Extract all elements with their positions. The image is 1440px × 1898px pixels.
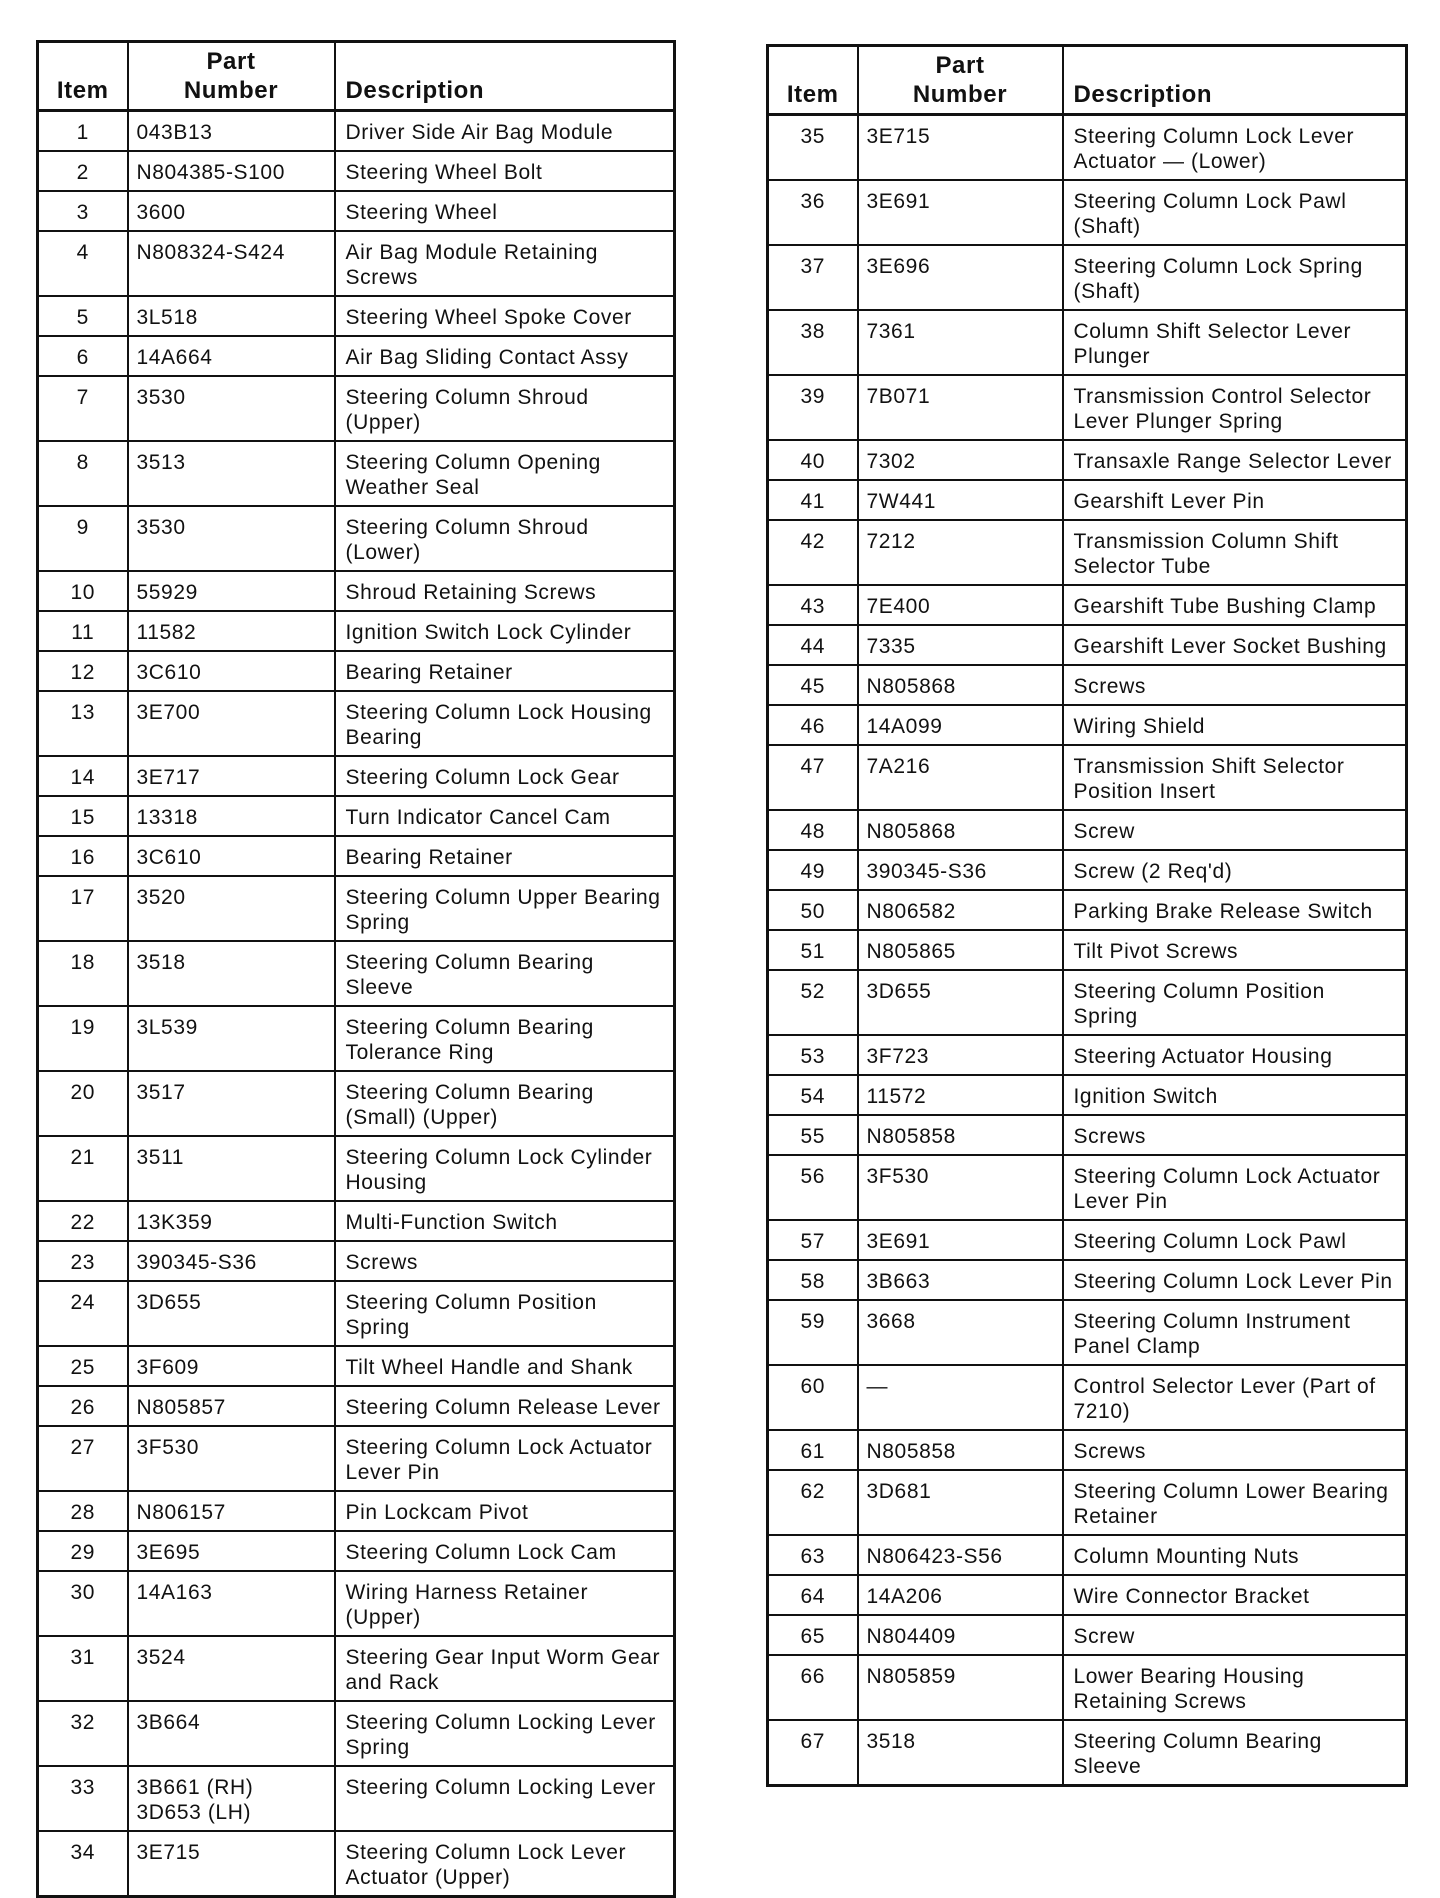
cell-part-number: 7361	[858, 310, 1063, 375]
cell-item: 67	[768, 1720, 858, 1786]
cell-description: Parking Brake Release Switch	[1063, 890, 1407, 930]
cell-description: Tilt Wheel Handle and Shank	[335, 1346, 675, 1386]
header-item: Item	[38, 42, 128, 111]
table-row	[38, 1636, 675, 1701]
table-row	[38, 836, 675, 876]
cell-description: Screws	[1063, 1115, 1407, 1155]
table-row	[768, 970, 1407, 1035]
table-row	[768, 245, 1407, 310]
table-row	[38, 111, 675, 152]
cell-part-number: N805868	[858, 810, 1063, 850]
header-part-line2: Number	[183, 77, 279, 104]
cell-item: 56	[768, 1155, 858, 1220]
cell-item: 10	[38, 571, 128, 611]
cell-description: Steering Column Opening Weather Seal	[335, 441, 675, 506]
table-row	[38, 296, 675, 336]
cell-description: Column Shift Selector Lever Plunger	[1063, 310, 1407, 375]
table-row	[38, 1491, 675, 1531]
cell-item: 59	[768, 1300, 858, 1365]
cell-item: 51	[768, 930, 858, 970]
table-row	[38, 1136, 675, 1201]
cell-part-number: 3600	[128, 191, 335, 231]
cell-item: 23	[38, 1241, 128, 1281]
cell-description: Air Bag Module Retaining Screws	[335, 231, 675, 296]
cell-item: 7	[38, 376, 128, 441]
table-row	[38, 876, 675, 941]
table-row	[768, 625, 1407, 665]
cell-part-number: 3E700	[128, 691, 335, 756]
cell-item: 17	[38, 876, 128, 941]
table-row	[38, 1831, 675, 1897]
cell-part-number: 7E400	[858, 585, 1063, 625]
cell-item: 9	[38, 506, 128, 571]
cell-item: 33	[38, 1766, 128, 1831]
cell-part-number: 3B664	[128, 1701, 335, 1766]
cell-item: 15	[38, 796, 128, 836]
table-row	[768, 1260, 1407, 1300]
cell-item: 47	[768, 745, 858, 810]
cell-part-number: 390345-S36	[858, 850, 1063, 890]
cell-description: Bearing Retainer	[335, 836, 675, 876]
table-header-row	[768, 46, 1407, 115]
cell-description: Tilt Pivot Screws	[1063, 930, 1407, 970]
cell-item: 3	[38, 191, 128, 231]
cell-description: Steering Wheel	[335, 191, 675, 231]
cell-description: Wire Connector Bracket	[1063, 1575, 1407, 1615]
cell-description: Steering Column Locking Lever	[335, 1766, 675, 1831]
cell-part-number: 3L518	[128, 296, 335, 336]
table-row	[38, 1426, 675, 1491]
cell-description: Multi-Function Switch	[335, 1201, 675, 1241]
cell-part-number: 390345-S36	[128, 1241, 335, 1281]
cell-item: 55	[768, 1115, 858, 1155]
table-row	[768, 180, 1407, 245]
cell-description: Gearshift Lever Pin	[1063, 480, 1407, 520]
cell-part-number: 7302	[858, 440, 1063, 480]
table-row	[38, 1281, 675, 1346]
cell-part-number: 043B13	[128, 111, 335, 152]
header-part-number	[128, 42, 335, 111]
table-row	[38, 1071, 675, 1136]
cell-item: 61	[768, 1430, 858, 1470]
cell-item: 34	[38, 1831, 128, 1897]
cell-part-number: N804385-S100	[128, 151, 335, 191]
table-row	[768, 810, 1407, 850]
cell-description: Steering Wheel Bolt	[335, 151, 675, 191]
cell-part-number: 7W441	[858, 480, 1063, 520]
table-row	[768, 115, 1407, 181]
cell-part-number: N806582	[858, 890, 1063, 930]
table-row	[768, 850, 1407, 890]
cell-item: 42	[768, 520, 858, 585]
cell-description: Steering Column Lock Lever Pin	[1063, 1260, 1407, 1300]
cell-part-number: 13K359	[128, 1201, 335, 1241]
cell-description: Steering Column Lock Spring (Shaft)	[1063, 245, 1407, 310]
cell-item: 63	[768, 1535, 858, 1575]
cell-part-number: 7A216	[858, 745, 1063, 810]
cell-item: 16	[38, 836, 128, 876]
cell-item: 21	[38, 1136, 128, 1201]
table-row	[38, 796, 675, 836]
table-header-row	[38, 42, 675, 111]
cell-description: Screws	[1063, 665, 1407, 705]
cell-item: 57	[768, 1220, 858, 1260]
cell-description: Lower Bearing Housing Retaining Screws	[1063, 1655, 1407, 1720]
cell-item: 2	[38, 151, 128, 191]
table-row	[38, 376, 675, 441]
cell-description: Steering Column Bearing (Small) (Upper)	[335, 1071, 675, 1136]
cell-item: 35	[768, 115, 858, 181]
table-row	[768, 1365, 1407, 1430]
cell-description: Steering Column Lock Actuator Lever Pin	[335, 1426, 675, 1491]
cell-description: Steering Column Lock Cylinder Housing	[335, 1136, 675, 1201]
cell-description: Wiring Shield	[1063, 705, 1407, 745]
cell-part-number: N808324-S424	[128, 231, 335, 296]
cell-item: 8	[38, 441, 128, 506]
cell-item: 13	[38, 691, 128, 756]
cell-part-number: 3L539	[128, 1006, 335, 1071]
cell-item: 62	[768, 1470, 858, 1535]
table-row	[38, 231, 675, 296]
header-part-line1: Part	[935, 52, 985, 79]
cell-description: Transmission Control Selector Lever Plunger Spring	[1063, 375, 1407, 440]
table-row	[38, 571, 675, 611]
table-row	[768, 1655, 1407, 1720]
cell-description: Steering Gear Input Worm Gear and Rack	[335, 1636, 675, 1701]
cell-item: 20	[38, 1071, 128, 1136]
table-row	[38, 191, 675, 231]
cell-item: 27	[38, 1426, 128, 1491]
cell-description: Steering Actuator Housing	[1063, 1035, 1407, 1075]
table-row	[38, 611, 675, 651]
cell-part-number: 3D655	[858, 970, 1063, 1035]
cell-item: 26	[38, 1386, 128, 1426]
cell-item: 39	[768, 375, 858, 440]
cell-part-number: 3E696	[858, 245, 1063, 310]
cell-part-number: 3E715	[858, 115, 1063, 181]
cell-item: 18	[38, 941, 128, 1006]
cell-description: Steering Column Lock Pawl	[1063, 1220, 1407, 1260]
cell-part-number: N805858	[858, 1430, 1063, 1470]
table-row	[768, 480, 1407, 520]
cell-part-number: 3F530	[128, 1426, 335, 1491]
cell-part-number: 3518	[858, 1720, 1063, 1786]
cell-part-number: N806423-S56	[858, 1535, 1063, 1575]
cell-item: 25	[38, 1346, 128, 1386]
cell-part-number: 3C610	[128, 651, 335, 691]
table-row	[768, 1430, 1407, 1470]
cell-item: 12	[38, 651, 128, 691]
cell-description: Steering Column Lock Pawl (Shaft)	[1063, 180, 1407, 245]
parts-table-left-body	[38, 111, 675, 1897]
cell-item: 43	[768, 585, 858, 625]
cell-part-number: 3513	[128, 441, 335, 506]
cell-part-number: 3F723	[858, 1035, 1063, 1075]
cell-description: Screws	[335, 1241, 675, 1281]
cell-item: 58	[768, 1260, 858, 1300]
cell-part-number: 3F609	[128, 1346, 335, 1386]
cell-description: Steering Column Bearing Sleeve	[1063, 1720, 1407, 1786]
table-row	[38, 336, 675, 376]
cell-description: Steering Column Bearing Tolerance Ring	[335, 1006, 675, 1071]
cell-part-number: 3B661 (RH) 3D653 (LH)	[128, 1766, 335, 1831]
cell-description: Gearshift Lever Socket Bushing	[1063, 625, 1407, 665]
cell-part-number: 3520	[128, 876, 335, 941]
cell-item: 22	[38, 1201, 128, 1241]
table-row	[38, 506, 675, 571]
header-item: Item	[768, 46, 858, 115]
table-row	[768, 585, 1407, 625]
cell-description: Steering Column Lock Actuator Lever Pin	[1063, 1155, 1407, 1220]
cell-description: Steering Column Position Spring	[335, 1281, 675, 1346]
cell-item: 46	[768, 705, 858, 745]
table-row	[768, 705, 1407, 745]
header-description: Description	[1063, 46, 1407, 115]
cell-part-number: 14A163	[128, 1571, 335, 1636]
table-row	[768, 1220, 1407, 1260]
parts-table-right-body	[768, 115, 1407, 1786]
table-row	[768, 375, 1407, 440]
cell-item: 44	[768, 625, 858, 665]
cell-part-number: 3530	[128, 376, 335, 441]
cell-description: Steering Wheel Spoke Cover	[335, 296, 675, 336]
cell-description: Steering Column Lower Bearing Retainer	[1063, 1470, 1407, 1535]
table-row	[38, 1201, 675, 1241]
cell-item: 4	[38, 231, 128, 296]
cell-item: 66	[768, 1655, 858, 1720]
table-row	[768, 1155, 1407, 1220]
cell-item: 37	[768, 245, 858, 310]
cell-part-number: 11572	[858, 1075, 1063, 1115]
cell-part-number: 7335	[858, 625, 1063, 665]
table-row	[768, 1720, 1407, 1786]
cell-description: Column Mounting Nuts	[1063, 1535, 1407, 1575]
cell-item: 48	[768, 810, 858, 850]
cell-part-number: —	[858, 1365, 1063, 1430]
cell-part-number: 3668	[858, 1300, 1063, 1365]
cell-part-number: 11582	[128, 611, 335, 651]
table-row	[768, 665, 1407, 705]
cell-part-number: N806157	[128, 1491, 335, 1531]
cell-description: Control Selector Lever (Part of 7210)	[1063, 1365, 1407, 1430]
cell-description: Steering Column Release Lever	[335, 1386, 675, 1426]
cell-part-number: N805865	[858, 930, 1063, 970]
cell-description: Steering Column Lock Cam	[335, 1531, 675, 1571]
table-row	[38, 756, 675, 796]
header-part-line2: Number	[912, 81, 1008, 108]
cell-item: 40	[768, 440, 858, 480]
cell-part-number: 3E715	[128, 1831, 335, 1897]
table-row	[38, 1766, 675, 1831]
table-row	[768, 745, 1407, 810]
table-row	[768, 440, 1407, 480]
cell-description: Screw	[1063, 1615, 1407, 1655]
cell-description: Steering Column Locking Lever Spring	[335, 1701, 675, 1766]
table-row	[38, 1531, 675, 1571]
table-row	[38, 651, 675, 691]
cell-description: Steering Column Instrument Panel Clamp	[1063, 1300, 1407, 1365]
table-row	[768, 1470, 1407, 1535]
cell-part-number: 13318	[128, 796, 335, 836]
table-row	[768, 1615, 1407, 1655]
table-row	[768, 1575, 1407, 1615]
table-row	[38, 941, 675, 1006]
table-row	[38, 691, 675, 756]
cell-part-number: 3E717	[128, 756, 335, 796]
cell-item: 54	[768, 1075, 858, 1115]
cell-description: Air Bag Sliding Contact Assy	[335, 336, 675, 376]
cell-part-number: N805859	[858, 1655, 1063, 1720]
header-description: Description	[335, 42, 675, 111]
cell-item: 38	[768, 310, 858, 375]
cell-part-number: 3524	[128, 1636, 335, 1701]
cell-description: Steering Column Bearing Sleeve	[335, 941, 675, 1006]
cell-part-number: N805857	[128, 1386, 335, 1426]
cell-description: Pin Lockcam Pivot	[335, 1491, 675, 1531]
cell-item: 14	[38, 756, 128, 796]
cell-part-number: 14A206	[858, 1575, 1063, 1615]
cell-description: Steering Column Lock Housing Bearing	[335, 691, 675, 756]
header-part-number	[858, 46, 1063, 115]
cell-part-number: 3511	[128, 1136, 335, 1201]
cell-item: 41	[768, 480, 858, 520]
cell-item: 24	[38, 1281, 128, 1346]
cell-item: 64	[768, 1575, 858, 1615]
table-row	[38, 1571, 675, 1636]
cell-description: Steering Column Upper Bearing Spring	[335, 876, 675, 941]
cell-item: 19	[38, 1006, 128, 1071]
cell-description: Transmission Shift Selector Position Insert	[1063, 745, 1407, 810]
cell-description: Ignition Switch Lock Cylinder	[335, 611, 675, 651]
cell-part-number: N804409	[858, 1615, 1063, 1655]
cell-item: 49	[768, 850, 858, 890]
table-row	[768, 1035, 1407, 1075]
cell-item: 52	[768, 970, 858, 1035]
cell-item: 45	[768, 665, 858, 705]
cell-description: Steering Column Lock Lever Actuator — (Lower)	[1063, 115, 1407, 181]
cell-description: Screws	[1063, 1430, 1407, 1470]
table-row	[768, 930, 1407, 970]
table-row	[768, 1300, 1407, 1365]
cell-item: 60	[768, 1365, 858, 1430]
cell-item: 31	[38, 1636, 128, 1701]
table-row	[768, 1075, 1407, 1115]
cell-part-number: 14A664	[128, 336, 335, 376]
cell-description: Steering Column Lock Lever Actuator (Upper)	[335, 1831, 675, 1897]
table-row	[38, 1346, 675, 1386]
cell-part-number: 3E691	[858, 180, 1063, 245]
table-row	[38, 1386, 675, 1426]
cell-description: Wiring Harness Retainer (Upper)	[335, 1571, 675, 1636]
cell-item: 6	[38, 336, 128, 376]
cell-description: Steering Column Shroud (Upper)	[335, 376, 675, 441]
cell-description: Transaxle Range Selector Lever	[1063, 440, 1407, 480]
cell-part-number: 3B663	[858, 1260, 1063, 1300]
cell-part-number: 3D681	[858, 1470, 1063, 1535]
cell-description: Screw (2 Req'd)	[1063, 850, 1407, 890]
cell-part-number: 3530	[128, 506, 335, 571]
table-row	[768, 890, 1407, 930]
header-part-line1: Part	[206, 48, 256, 75]
cell-item: 32	[38, 1701, 128, 1766]
cell-description: Transmission Column Shift Selector Tube	[1063, 520, 1407, 585]
cell-description: Steering Column Position Spring	[1063, 970, 1407, 1035]
table-row	[38, 151, 675, 191]
cell-part-number: 3D655	[128, 1281, 335, 1346]
parts-table-left	[36, 40, 676, 1898]
cell-item: 65	[768, 1615, 858, 1655]
table-row	[38, 1701, 675, 1766]
cell-part-number: 3E691	[858, 1220, 1063, 1260]
parts-table-right	[766, 44, 1408, 1787]
cell-part-number: 3C610	[128, 836, 335, 876]
cell-item: 28	[38, 1491, 128, 1531]
cell-description: Steering Column Lock Gear	[335, 756, 675, 796]
cell-description: Screw	[1063, 810, 1407, 850]
table-row	[38, 441, 675, 506]
cell-item: 1	[38, 111, 128, 152]
table-row	[38, 1006, 675, 1071]
cell-part-number: 3E695	[128, 1531, 335, 1571]
table-row	[768, 1115, 1407, 1155]
cell-item: 5	[38, 296, 128, 336]
cell-part-number: N805858	[858, 1115, 1063, 1155]
cell-part-number: N805868	[858, 665, 1063, 705]
cell-part-number: 7B071	[858, 375, 1063, 440]
cell-description: Driver Side Air Bag Module	[335, 111, 675, 152]
cell-description: Shroud Retaining Screws	[335, 571, 675, 611]
table-row	[768, 310, 1407, 375]
cell-item: 50	[768, 890, 858, 930]
table-row	[38, 1241, 675, 1281]
cell-part-number: 7212	[858, 520, 1063, 585]
cell-part-number: 3518	[128, 941, 335, 1006]
cell-part-number: 3517	[128, 1071, 335, 1136]
table-row	[768, 520, 1407, 585]
cell-item: 30	[38, 1571, 128, 1636]
cell-description: Bearing Retainer	[335, 651, 675, 691]
cell-item: 29	[38, 1531, 128, 1571]
cell-description: Gearshift Tube Bushing Clamp	[1063, 585, 1407, 625]
table-row	[768, 1535, 1407, 1575]
cell-description: Steering Column Shroud (Lower)	[335, 506, 675, 571]
cell-item: 11	[38, 611, 128, 651]
cell-description: Turn Indicator Cancel Cam	[335, 796, 675, 836]
cell-item: 53	[768, 1035, 858, 1075]
cell-description: Ignition Switch	[1063, 1075, 1407, 1115]
cell-part-number: 3F530	[858, 1155, 1063, 1220]
cell-part-number: 55929	[128, 571, 335, 611]
cell-item: 36	[768, 180, 858, 245]
cell-part-number: 14A099	[858, 705, 1063, 745]
